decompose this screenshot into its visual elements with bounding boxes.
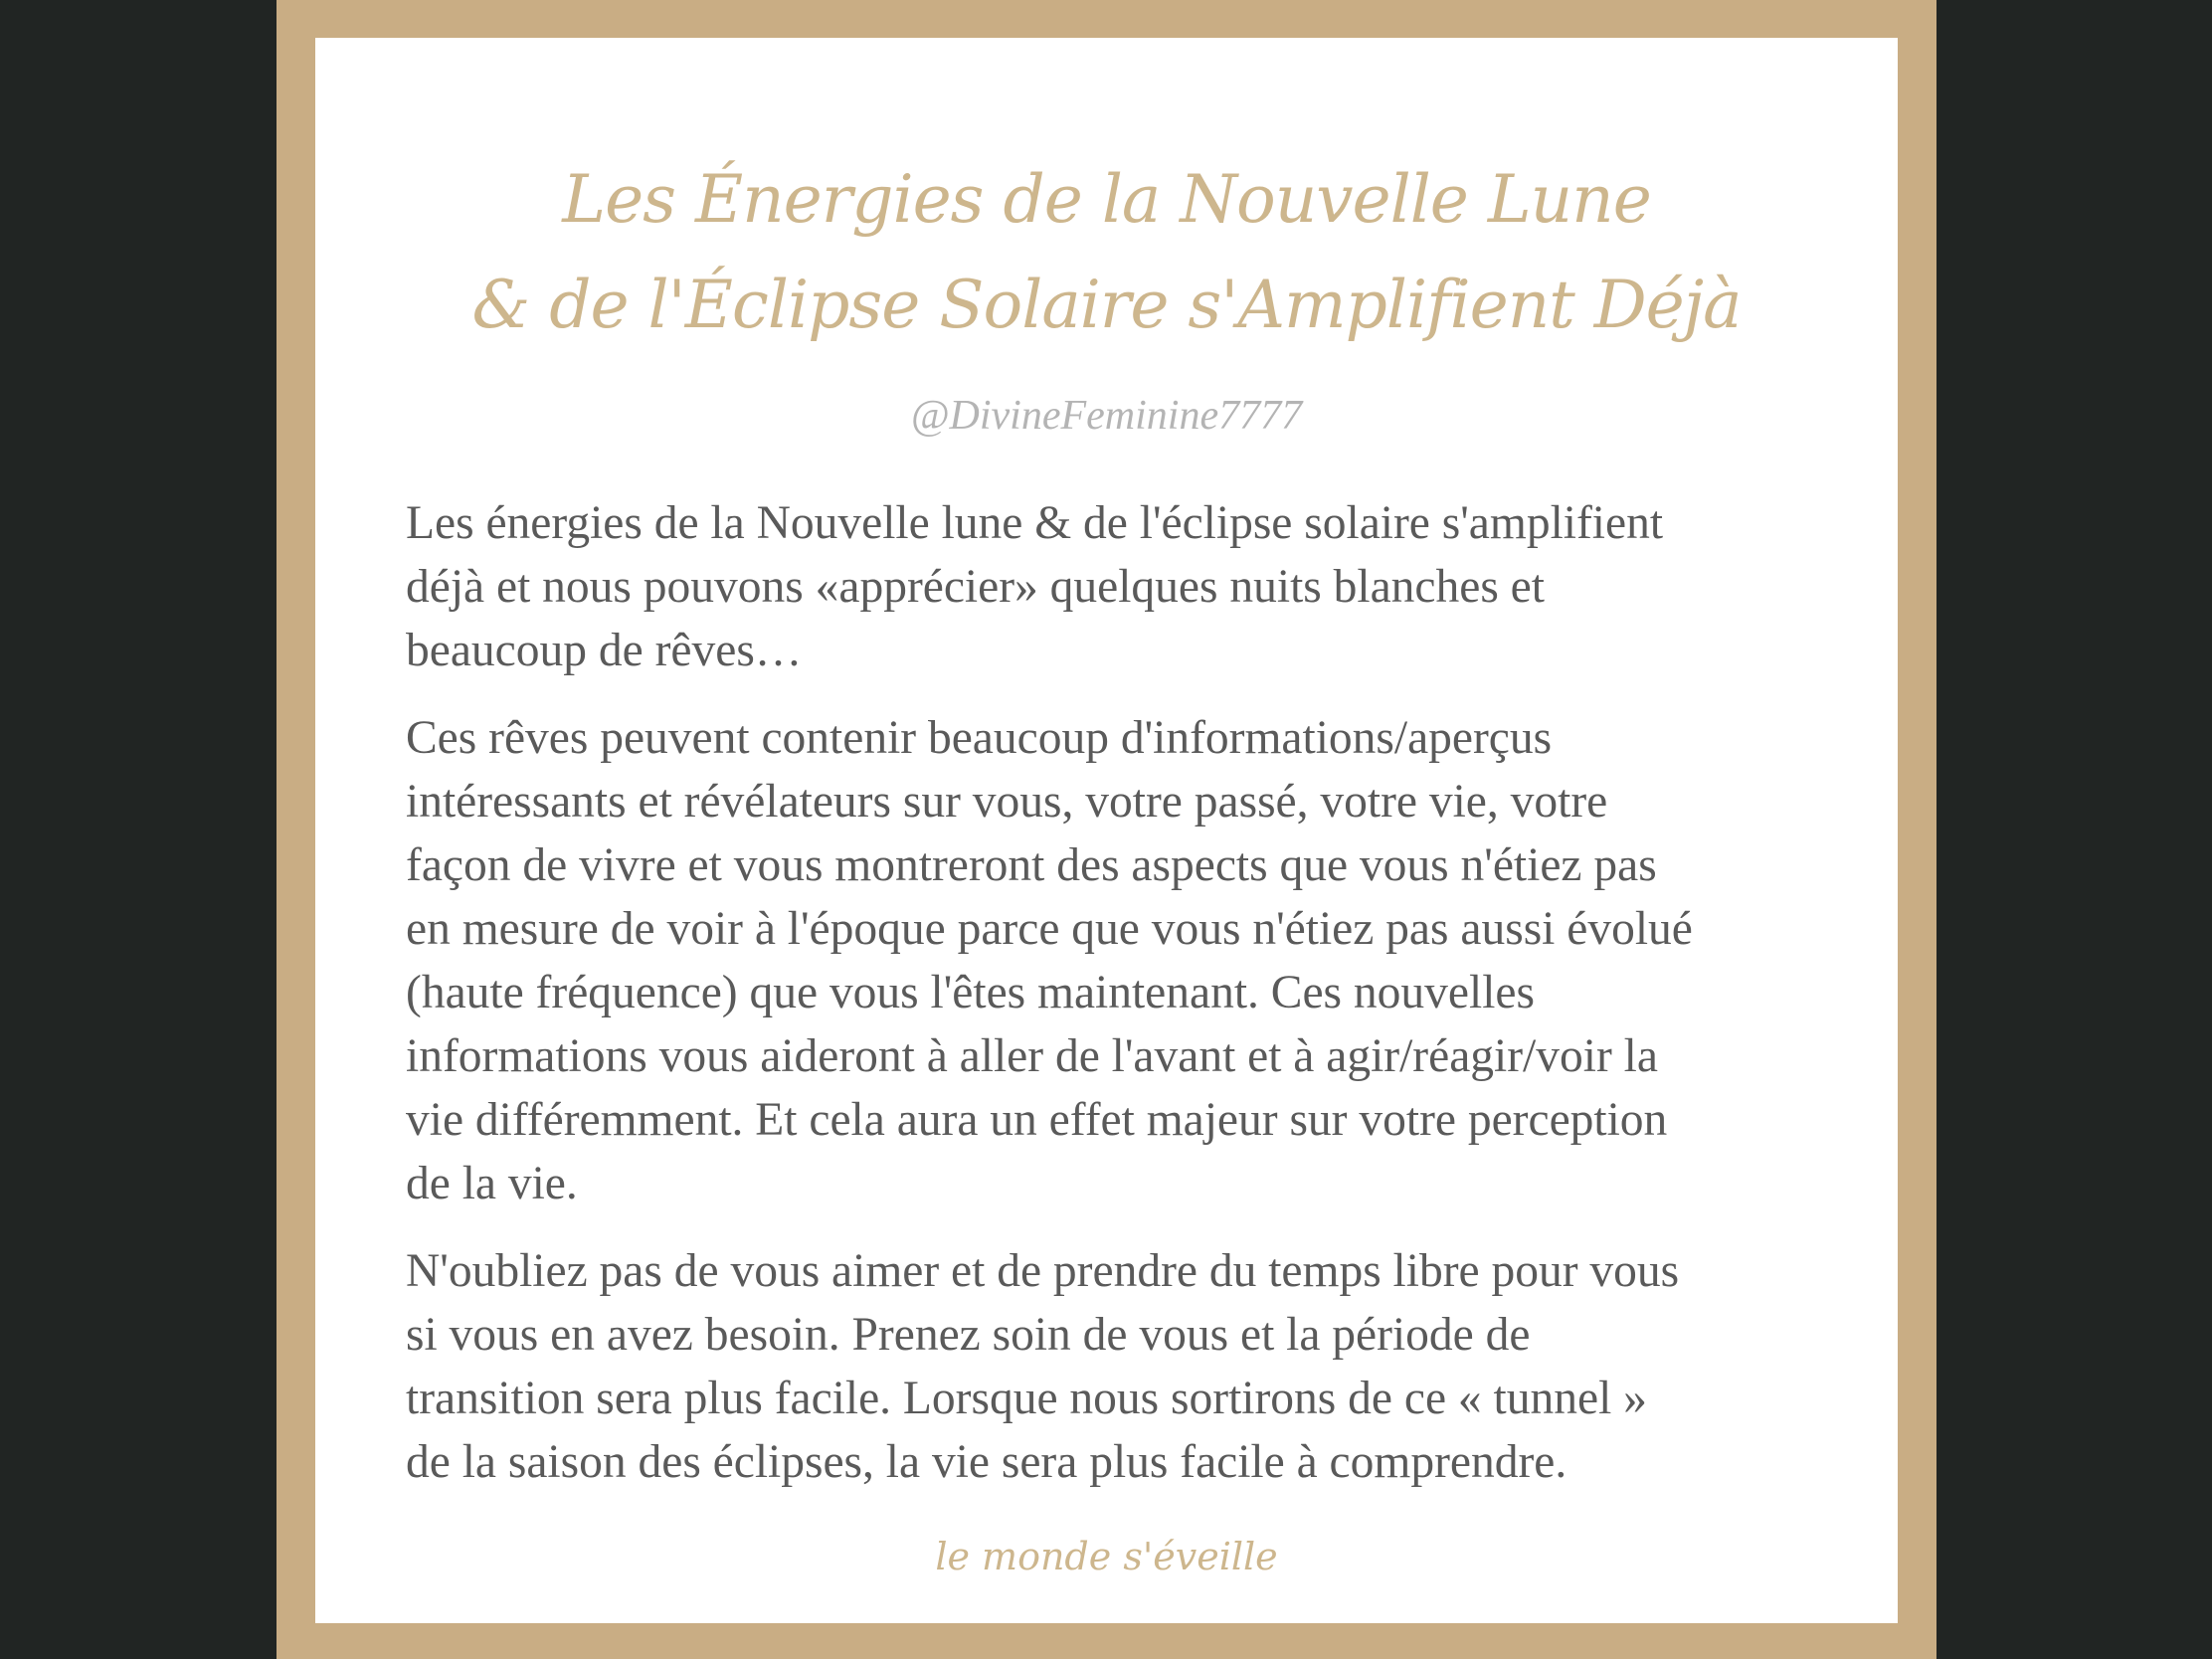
paragraph-2 xyxy=(406,706,1908,1215)
signature: le monde s'éveille xyxy=(935,1535,1278,1578)
paragraph-line: en mesure de voir à l'époque parce que vous n'étiez pas aussi évolué xyxy=(406,903,1693,955)
paragraph-line: déjà et nous pouvons «apprécier» quelques nuits blanches et xyxy=(406,561,1545,613)
title-line-1: Les Énergies de la Nouvelle Lune xyxy=(562,161,1651,238)
paragraph-line: N'oubliez pas de vous aimer et de prendre du temps libre pour vous xyxy=(406,1245,1680,1297)
paragraph-line: si vous en avez besoin. Prenez soin de vous et la période de xyxy=(406,1309,1531,1361)
title-line-2: & de l'Éclipse Solaire s'Amplifient Déjà xyxy=(471,267,1742,343)
paragraph-line: Ces rêves peuvent contenir beaucoup d'informations/aperçus xyxy=(406,712,1553,764)
content-card xyxy=(315,38,1898,1623)
paragraph-line: Les énergies de la Nouvelle lune & de l'éclipse solaire s'amplifient xyxy=(406,497,1664,549)
paragraph-line: vie différemment. Et cela aura un effet majeur sur votre perception xyxy=(406,1094,1668,1146)
paragraph-line: de la vie. xyxy=(406,1158,578,1209)
paragraph-1 xyxy=(406,491,1908,682)
paragraph-line: (haute fréquence) que vous l'êtes maintenant. Ces nouvelles xyxy=(406,967,1535,1018)
paragraph-3 xyxy=(406,1239,1908,1494)
author-handle: @DivineFeminine7777 xyxy=(910,393,1303,439)
paragraph-line: informations vous aideront à aller de l'avant et à agir/réagir/voir la xyxy=(406,1030,1658,1082)
paragraph-line: intéressants et révélateurs sur vous, votre passé, votre vie, votre xyxy=(406,776,1608,828)
paragraph-line: façon de vivre et vous montreront des aspects que vous n'étiez pas xyxy=(406,839,1657,891)
paragraph-line: de la saison des éclipses, la vie sera plus facile à comprendre. xyxy=(406,1436,1567,1488)
paragraph-line: beaucoup de rêves… xyxy=(406,625,803,676)
gold-frame xyxy=(276,0,1936,1659)
paragraph-line: transition sera plus facile. Lorsque nous sortirons de ce « tunnel » xyxy=(406,1373,1647,1424)
